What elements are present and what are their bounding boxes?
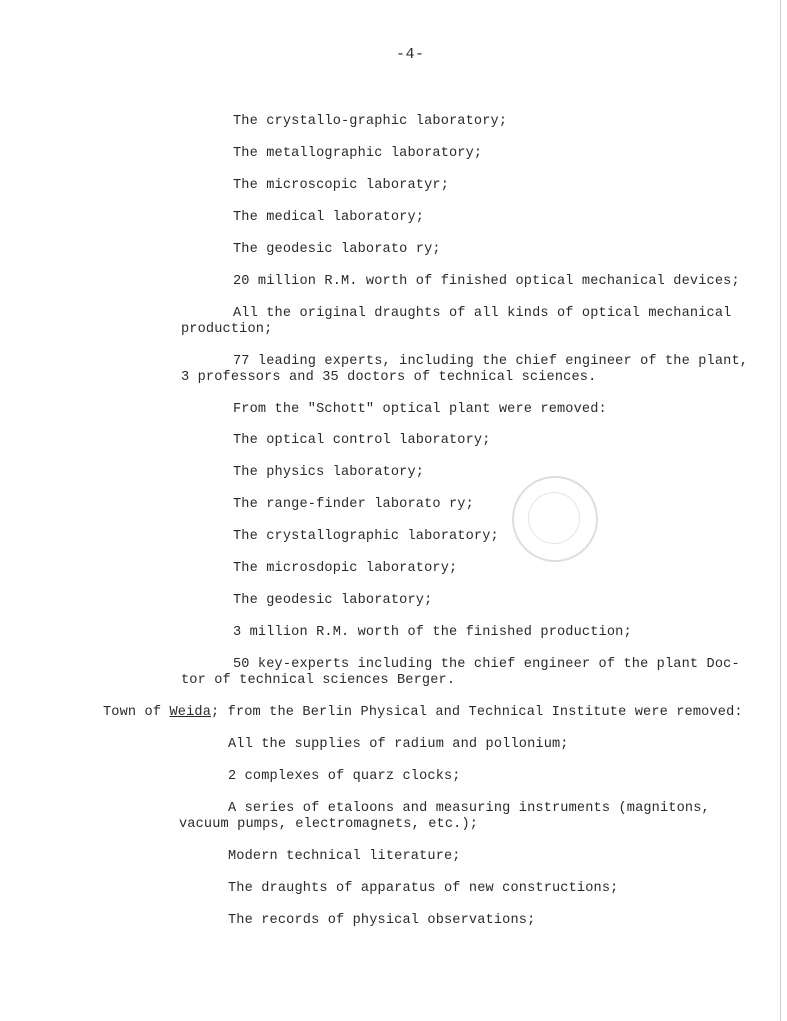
list-item: 2 complexes of quarz clocks; [228,769,461,784]
list-item: 3 million R.M. worth of the finished production; [233,625,632,640]
paragraph-line: 50 key-experts including the chief engineer of the plant Doc- [233,657,740,672]
archive-stamp-icon [512,476,598,562]
weida-heading [103,705,743,720]
paragraph-line: All the original draughts of all kinds of optical mechanical [233,306,732,321]
list-item: The microscopic laboratyr; [233,178,449,193]
list-item: The microsdopic laboratory; [233,561,458,576]
list-item: The draughts of apparatus of new constructions; [228,881,619,896]
paragraph-line: vacuum pumps, electromagnets, etc.); [179,817,479,832]
list-item: The geodesic laborato ry; [233,242,441,257]
paragraph-line: tor of technical sciences Berger. [181,673,456,688]
paragraph-line: 3 professors and 35 doctors of technical sciences. [181,370,597,385]
paragraph-line: A series of etaloons and measuring instruments (magnitons, [228,801,710,816]
list-item: The physics laboratory; [233,465,425,480]
list-item: The records of physical observations; [228,913,536,928]
list-item: Modern technical literature; [228,849,461,864]
list-item: The optical control laboratory; [233,433,491,448]
weida-prefix: Town of [103,705,170,720]
paragraph-line: 77 leading experts, including the chief engineer of the plant, [233,354,749,369]
page-number: -4- [396,46,425,63]
list-item: The range-finder laborato ry; [233,497,474,512]
weida-town: Weida [169,705,212,720]
list-item: The metallographic laboratory; [233,146,483,161]
paragraph-line: production; [181,322,273,337]
list-item: 20 million R.M. worth of finished optical mechanical devices; [233,274,740,289]
page-edge-divider [780,0,781,1021]
list-item: The geodesic laboratory; [233,593,433,608]
list-item: The medical laboratory; [233,210,425,225]
list-item: All the supplies of radium and pollonium; [228,737,569,752]
list-item: The crystallo-graphic laboratory; [233,114,508,129]
list-item: The crystallographic laboratory; [233,529,499,544]
section-heading: From the "Schott" optical plant were removed: [233,402,607,417]
weida-rest: ; from the Berlin Physical and Technical Institute were removed: [211,705,743,720]
